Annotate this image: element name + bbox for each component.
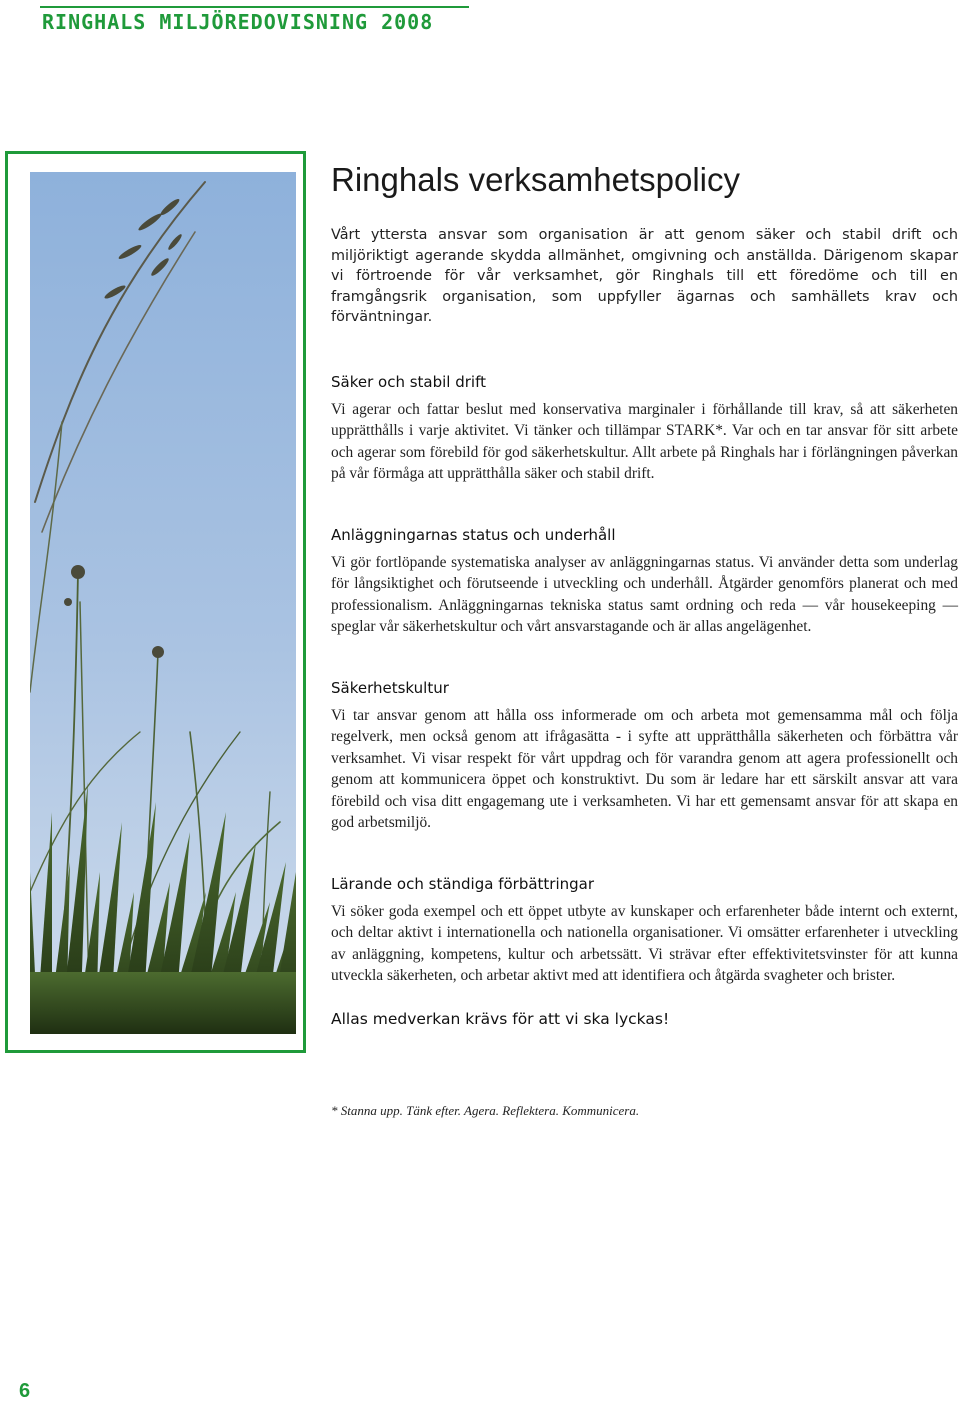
grass-and-sky-photo bbox=[30, 172, 296, 1034]
intro-paragraph: Vårt yttersta ansvar som organisation är att genom säker och stabil drift och miljöriktigt agerande skydda allmänhet, omgivning och anställda. Därigenom skapar vi förtroende för vår verksamhet, gör Ringhals till ett föredöme och till en framgångsrik organisation, som uppfyller ägarnas och samhällets krav och förväntningar. bbox=[331, 227, 958, 325]
closing-statement: Allas medverkan krävs för att vi ska lyckas! bbox=[331, 1009, 670, 1028]
header-title: RINGHALS MILJÖREDOVISNING 2008 bbox=[42, 10, 434, 34]
section-heading: Säker och stabil drift bbox=[331, 372, 486, 391]
section-safety-culture bbox=[331, 678, 958, 834]
section-heading: Anläggningarnas status och underhåll bbox=[331, 525, 616, 544]
section-body: Vi agerar och fattar beslut med konservativa marginaler i förhållande till krav, så att säkerheten upprätthålls i varje aktivitet. Vi tänker och tillämpar STARK*. Var och en tar ansvar för sitt arbete och agerar som förebild för god säkerhetskultur. Allt arbete på Ringhals har i förlängningen påverkan på vår förmåga att upprätthålla säker och stabil drift. bbox=[331, 400, 958, 482]
content-column bbox=[331, 160, 958, 1029]
section-heading: Säkerhetskultur bbox=[331, 678, 449, 697]
header-rule bbox=[40, 6, 469, 8]
footnote: * Stanna upp. Tänk efter. Agera. Reflektera. Kommunicera. bbox=[331, 1103, 640, 1118]
section-plant-status bbox=[331, 525, 958, 638]
section-body: Vi gör fortlöpande systematiska analyser av anläggningarnas status. Vi använder detta som underlag för långsiktighet och förutseende i utveckling och underhåll. Åtgärder genomförs planerat och med professionalism. Anläggningarnas tekniska status samt ordning och reda — vår housekeeping — speglar vår säkerhetskultur och vårt ansvarstagande och är allas angelägenhet. bbox=[331, 553, 958, 635]
photo-frame bbox=[5, 151, 306, 1053]
page-title: Ringhals verksamhetspolicy bbox=[331, 161, 741, 198]
section-heading: Lärande och ständiga förbättringar bbox=[331, 874, 595, 893]
section-learning bbox=[331, 874, 958, 987]
section-body: Vi söker goda exempel och ett öppet utbyte av kunskaper och erfarenheter både internt och externt, och deltar aktivt i internationella och nationella organisationer. Vi omsätter erfarenheter i utveckling av anläggning, kompetens, kultur och arbetssätt. Vi strävar efter effektivitetsvinster för att kunna utveckla säkerheten, och arbetar aktivt med att identifiera och åtgärda svagheter och brister. bbox=[331, 902, 958, 984]
section-safe-operation bbox=[331, 372, 958, 485]
page-number: 6 bbox=[19, 1380, 31, 1402]
section-body: Vi tar ansvar genom att hålla oss informerade om och arbeta mot gemensamma mål och följa regelverk, men också genom att ifrågasätta - i syfte att upprätthålla säkerheten och förbättra vår verksamhet. Vi visar respekt för vårt uppdrag och för varandra genom att agera professionellt och genom att kommunicera öppet och konstruktivt. Du som är ledare har ett särskilt ansvar att vara förebild och visa ditt engagemang ute i verksamheten. Vi har ett gemensamt ansvar för att skapa en god arbetsmiljö. bbox=[331, 706, 958, 831]
